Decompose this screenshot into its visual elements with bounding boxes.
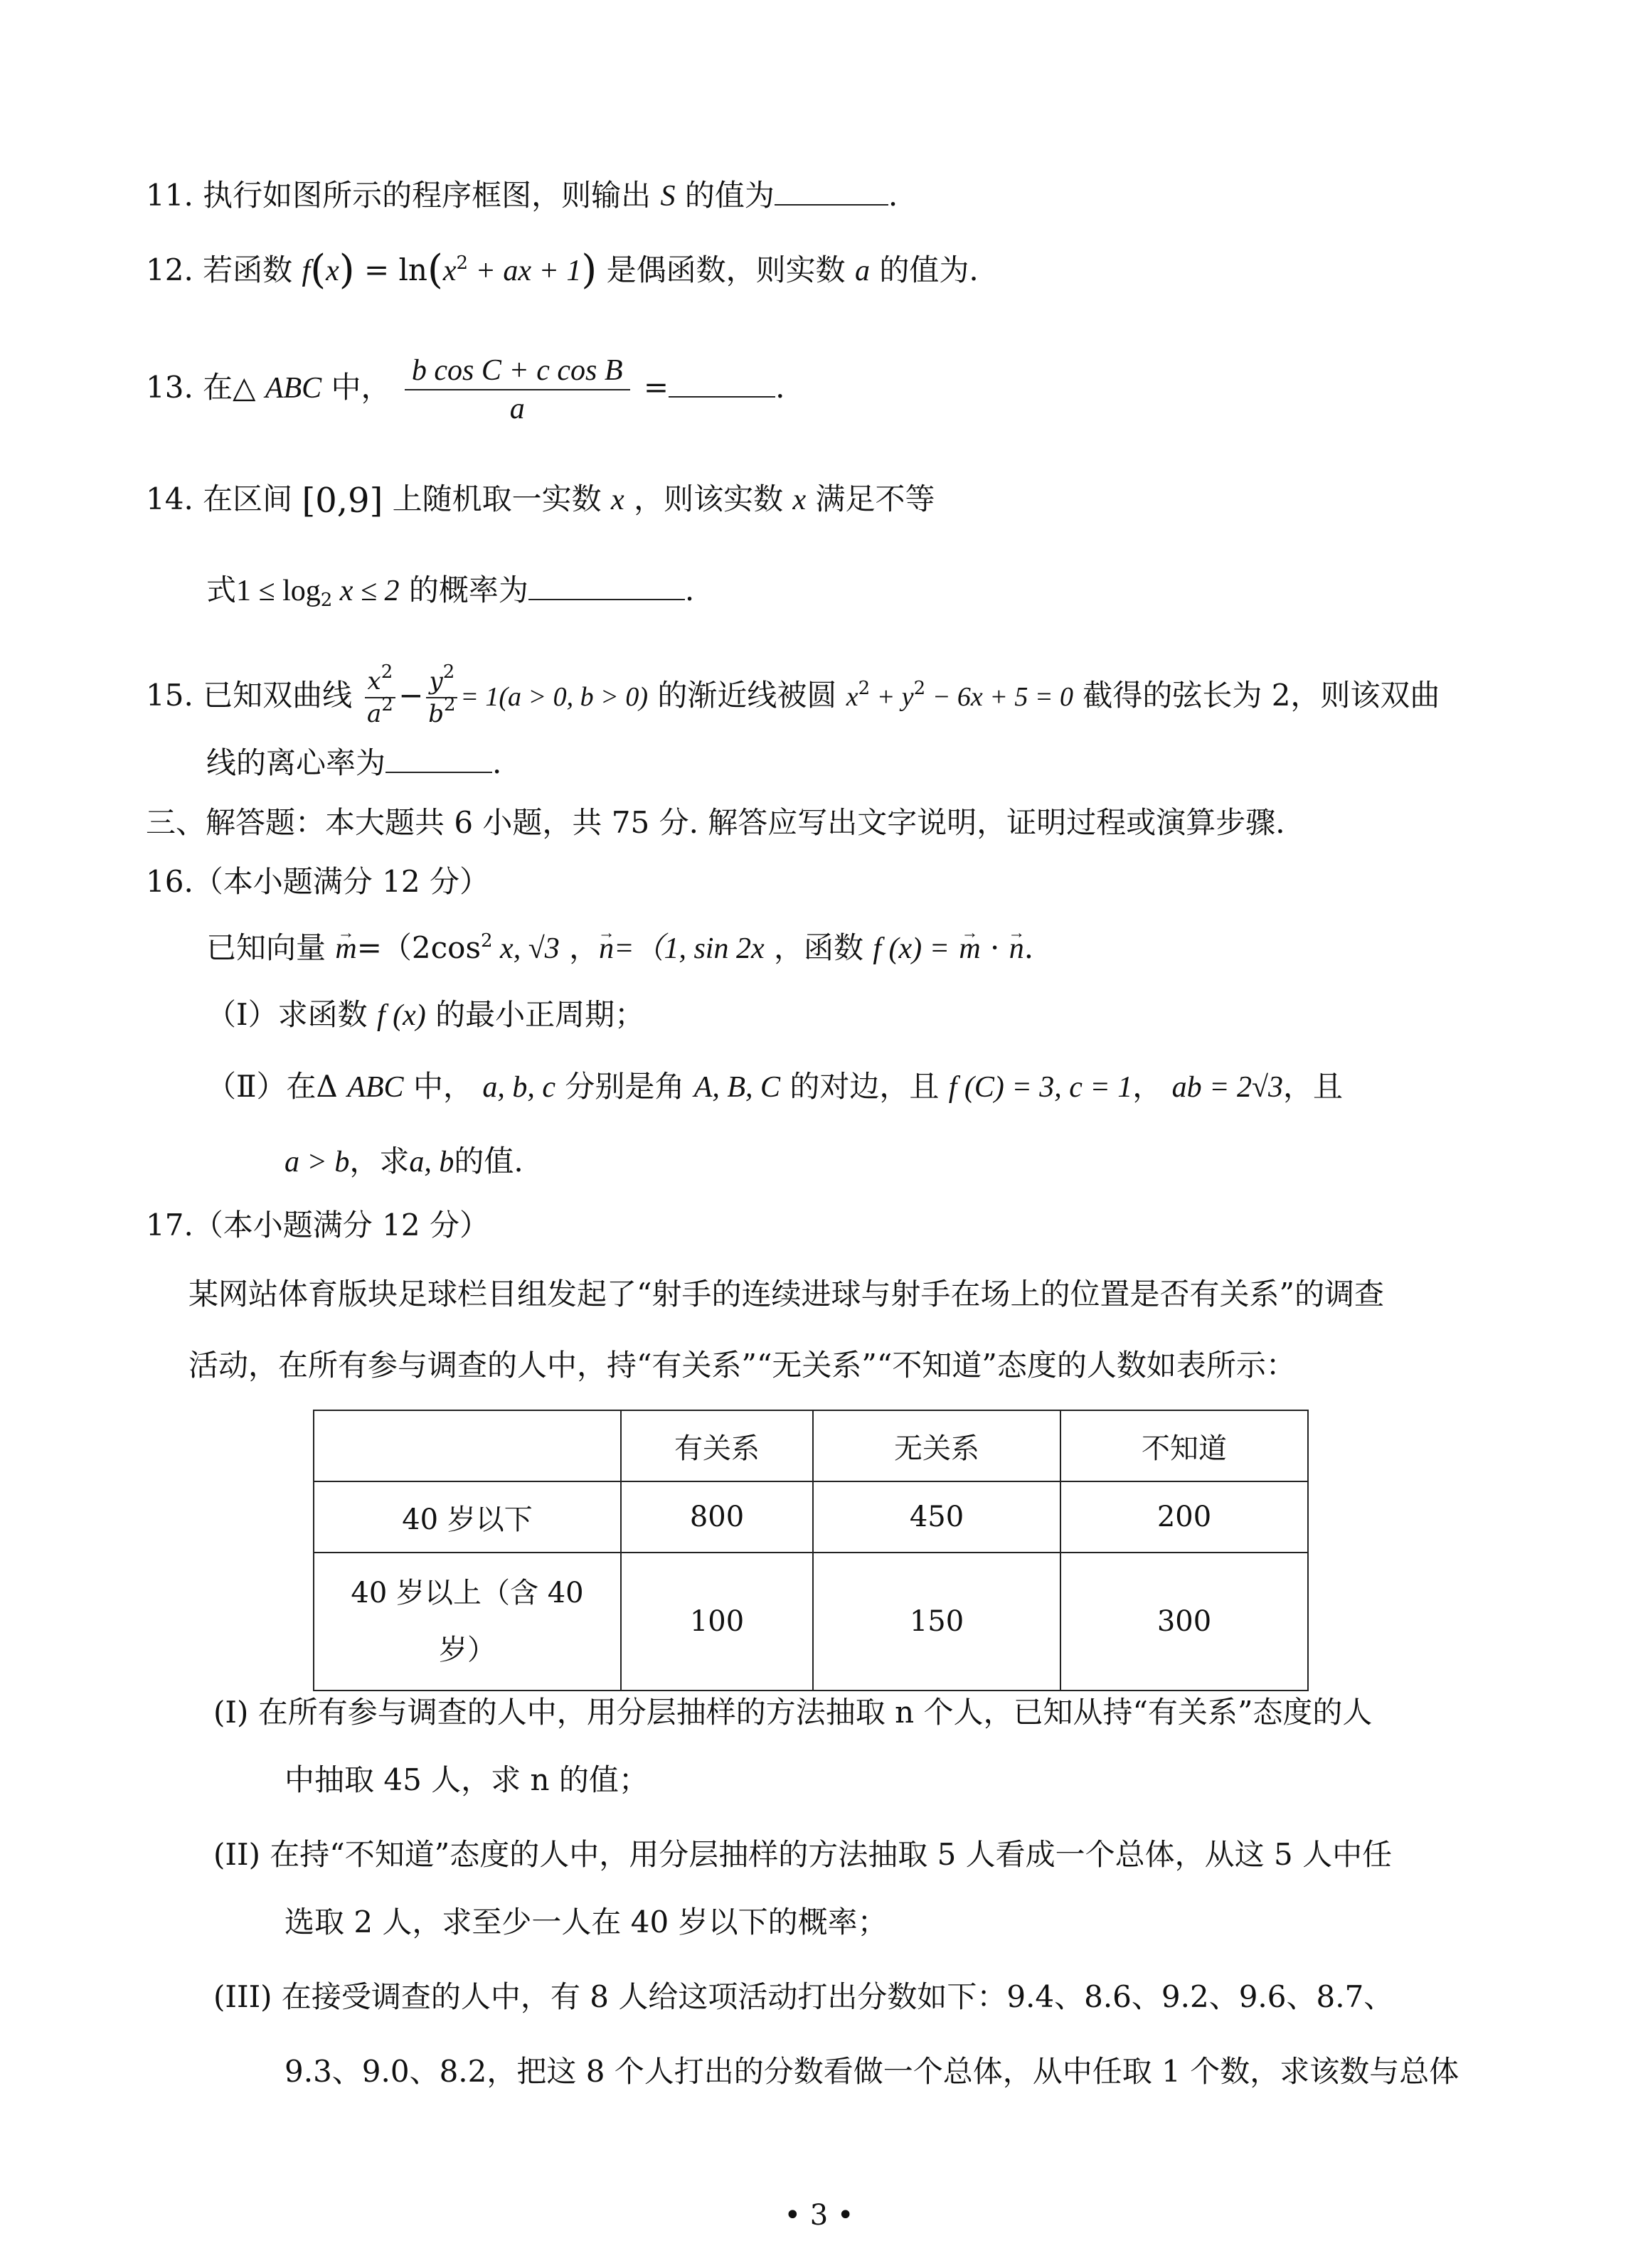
q16-m-exp: 2 [481,930,493,952]
q15-circle-a: x [846,682,858,712]
q16-p2-f: ，且 [1283,1069,1344,1104]
question-15-line1: 15. 已知双曲线 $\frac{x^2}{a^2}$ − $\frac{y^2}{b^2}$ = 1(a > 0, b > 0) 的渐近线被圆 $x^2 + y^2 - 6x + 5 = 0$ 截得的弦长为 2，则该双曲 [146,661,1440,728]
exp: 2 [442,661,455,683]
q16-m-eq: =（2cos [356,930,481,965]
q12-func: f [302,255,311,287]
q14-ineq-sub: 2 [320,590,333,611]
q16-p2-tri: ABC [347,1071,404,1104]
paren: ( [427,247,443,293]
question-15-line2 [206,742,501,784]
question-17-part-3: (III) 在接受调查的人中，有 8 人给这项活动打出分数如下：9.4、8.6、9.2、9.6、8.7、 [213,1979,1394,2014]
q16-p2-b: 中， [413,1069,473,1104]
question-13 [146,348,785,427]
q12-text: 若函数 [203,252,293,287]
var-a: a [366,700,382,728]
q11-end: . [888,178,898,213]
paren: ( [310,247,326,293]
table-cell: 450 [813,1481,1060,1553]
q15-fy-den [426,694,457,730]
q16-l2-d: 的值. [454,1144,523,1178]
question-17-part-1: (I) 在所有参与调查的人中，用分层抽样的方法抽取 n 个人，已知从持“有关系”态度的人 [213,1695,1373,1730]
question-17-part-1-line2: 中抽取 45 人，求 n 的值； [284,1762,649,1797]
q16-text: 已知向量 [206,930,326,965]
row-label-line2: 岁） [439,1634,496,1666]
q15-line2: 线的离心率为 [206,745,386,780]
answer-blank [669,372,775,398]
question-17-part-2-line2: 选取 2 人，求至少一人在 40 岁以下的概率； [284,1905,888,1939]
q16-p1-b: 的最小正周期； [435,997,645,1032]
q14-interval: [0,9] [302,481,383,521]
q15-text-c: 截得的弦长为 2，则该双曲 [1083,678,1440,713]
table-header-cell [314,1410,621,1481]
vector-m: → m [335,927,356,970]
q12-text-c: 的值为. [879,252,979,287]
question-17-part-3-line2: 9.3、9.0、8.2，把这 8 个人打出的分数看做一个总体，从中任取 1 个数，求该数与总体 [284,2054,1459,2089]
table-row [314,1553,1308,1691]
q12-text-b: 是偶函数，则实数 [606,252,846,287]
q14-var: x [611,484,624,516]
table-cell: 300 [1060,1553,1308,1691]
q14-end: . [684,573,695,607]
q16-p2-angles: A, B, C [693,1071,781,1104]
exp: 2 [381,661,393,683]
q15-circle-b: + y [870,682,914,712]
q14-var-2: x [792,484,807,516]
q16-l2-b: ，求 [349,1144,410,1178]
row-label: 40 岁以下 [314,1481,621,1553]
q16-p2-d: 的对边，且 [789,1069,940,1104]
q12-poly-b: + ax + 1 [468,255,582,287]
q14-text-d: 满足不等 [815,481,935,516]
vector-n-2: → n [1009,927,1024,970]
q12-num: 12. [146,252,193,287]
q16-p2-c: 分别是角 [565,1069,685,1104]
q13-text: 13. 在△ [146,370,256,405]
table-header-cell: 有关系 [621,1410,813,1481]
answer-blank [385,747,492,773]
q12-exp: 2 [456,252,469,274]
question-17-intro-1: 某网站体育版块足球栏目组发起了“射手的连续进球与射手在场上的位置是否有关系”的调查 [188,1277,1384,1311]
q16-p2-e: ， [1132,1069,1163,1104]
table-cell: 100 [621,1553,813,1691]
q16-p2-ab: ab = 2√3 [1171,1071,1284,1104]
q16-end: . [1023,930,1034,965]
q13-eq: = [643,370,669,405]
q16-p1-f: f (x) [376,999,426,1032]
question-11 [146,174,898,218]
q14-text: 14. 在区间 [146,481,293,516]
q15-circle-c: − 6x + 5 = 0 [925,682,1073,712]
q14-line2: 式 [206,573,237,607]
q16-f-def: f (x) = [873,932,950,965]
dot: · [980,930,1009,965]
table-row [314,1481,1308,1553]
q11-text-b: 的值为 [684,178,775,213]
table-cell: 800 [621,1481,813,1553]
vector-m-2: → m [959,927,980,970]
q13-fraction [405,352,630,427]
q15-fx-den [365,694,396,730]
var-b: b [428,700,444,728]
section-3-heading: 三、解答题：本大题共 6 小题，共 75 分. 解答应写出文字说明，证明过程或演算步骤. [146,805,1285,840]
q14-line2-b: 的概率为 [408,573,528,607]
q16-p2-sides: a, b, c [482,1071,555,1104]
q15-frac-y [426,661,457,730]
q13-numerator: b cos C + c cos B [405,352,630,390]
row-label [314,1553,621,1691]
q12-var: a [854,255,870,287]
q13-end: . [775,370,785,405]
question-12 [146,249,979,292]
question-16-part-1 [206,994,644,1037]
q15-eq: = 1(a > 0, b > 0) [460,682,648,712]
q12-poly-a: x [442,255,457,287]
q13-tri: ABC [265,372,322,405]
question-16-given: 已知向量 → $m=(2\cos^2$ x, √3 ，→ n=（1, sin 2x ，函数 f (x) = → m · → n. [206,927,1033,970]
q12-eq: = ln [363,252,427,287]
q16-l2-c: a, b [409,1146,454,1178]
vector-n: → n [599,927,614,970]
exp: 2 [913,678,926,699]
paren: ) [581,247,597,293]
q14-text-b: 上随机取一实数 [392,481,602,516]
survey-table [313,1410,1309,1691]
page-number: • 3 • [784,2199,854,2232]
q15-frac-x [365,661,396,730]
q13-denominator: a [509,393,525,425]
q16-p2-cond: f (C) = 3, c = 1 [948,1071,1133,1104]
exp: 2 [443,694,456,715]
q12-arg: x [326,255,339,287]
var-x: x [367,667,381,696]
q11-var: S [660,180,676,213]
exp: 2 [858,678,871,699]
q14-text-c: ，则该实数 [634,481,784,516]
table-header-cell: 不知道 [1060,1410,1308,1481]
question-16-header: 16.（本小题满分 12 分） [146,864,489,899]
q16-m-rest: x, √3 [492,932,560,965]
q15-text: 已知双曲线 [203,678,353,713]
table-header-row [314,1410,1308,1481]
question-14-line1 [146,478,935,522]
table-header-cell: 无关系 [813,1410,1060,1481]
q15-text-b: 的渐近线被圆 [657,678,837,713]
q16-cond: a > b [284,1146,350,1178]
q15-end: . [492,745,502,780]
question-17-part-2: (II) 在持“不知道”态度的人中，用分层抽样的方法抽取 5 人看成一个总体，从这 5 人中任 [213,1837,1393,1872]
q13-text-b: 中， [331,370,391,405]
q16-p1-a: （Ⅰ）求函数 [206,997,368,1032]
question-16-part-2-line2 [284,1140,523,1183]
q16-n-eq: =（1, sin 2x [614,932,765,965]
table-cell: 150 [813,1553,1060,1691]
question-17-intro-2: 活动，在所有参与调查的人中，持“有关系”“无关系”“不知道”态度的人数如表所示： [188,1348,1296,1383]
q15-num: 15. [146,678,193,713]
q16-p2-a: （Ⅱ）在Δ [206,1069,338,1104]
answer-blank [528,575,685,600]
question-16-part-2 [206,1065,1343,1109]
row-label-line1: 40 岁以上（含 40 [351,1577,584,1609]
q16-text-b: ，函数 [773,930,863,965]
paren: ) [339,247,355,293]
q14-ineq-b: x ≤ 2 [332,575,400,607]
answer-blank [775,180,888,206]
exp: 2 [381,694,393,715]
q14-ineq-a: 1 ≤ log [236,575,321,607]
table-cell: 200 [1060,1481,1308,1553]
question-17-header: 17.（本小题满分 12 分） [146,1208,489,1242]
var-y: y [429,667,443,696]
question-14-line2 [206,569,694,612]
q11-text: 11. 执行如图所示的程序框图，则输出 [146,178,652,213]
